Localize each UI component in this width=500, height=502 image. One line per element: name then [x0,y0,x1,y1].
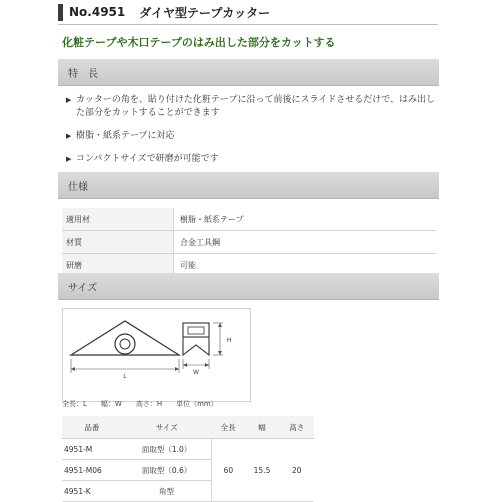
list-item [66,130,438,143]
spec-table [62,208,436,277]
title-bar [0,0,500,24]
cutter-diagram [62,308,251,402]
col-header: 高さ [279,416,314,439]
unit-mm: 単位（mm） [176,400,218,408]
section-size [58,273,439,300]
title-divider [58,24,438,25]
item-size: 面取型（0.6） [122,460,212,481]
dim-label-w: W [193,370,199,376]
shared-length: 60 [212,439,245,502]
title-accent [58,4,63,21]
section-features-label: 特 長 [68,68,98,80]
col-header: 幅 [245,416,280,439]
table-row [62,231,436,254]
item-size: 面取型（1.0） [122,439,212,460]
spec-key: 材質 [62,231,174,254]
units-legend [62,399,218,409]
product-name: ダイヤ型テープカッター [139,5,271,20]
cutter-drawing-icon [63,309,250,401]
list-item [66,94,438,120]
col-header: 品番 [62,416,122,439]
table-row [62,208,436,231]
shared-height: 20 [279,439,314,502]
section-size-label: サイズ [68,282,98,294]
item-size: 角型 [122,481,212,502]
bullet-triangle-icon: ▶ [66,155,72,163]
dim-label-l: L [123,374,127,380]
section-features [58,59,439,86]
section-spec [58,172,439,199]
feature-text: カッターの角を、貼り付けた化粧テープに沿って前後にスライドさせるだけで、はみ出した部分をカットすることができます [76,95,436,118]
item-code: 4951-M [62,439,122,460]
col-header: サイズ [122,416,212,439]
size-table [62,416,314,502]
unit-width: 幅：W [100,400,122,408]
unit-length: 全長：L [62,400,87,408]
feature-text: コンパクトサイズで研磨が可能です [76,154,219,164]
item-code: 4951-M06 [62,460,122,481]
spec-value: 樹脂・紙系テープ [174,208,437,231]
bullet-triangle-icon: ▶ [66,132,72,140]
product-code: No.4951 [69,5,126,19]
feature-list [66,94,438,176]
section-spec-label: 仕様 [68,181,88,193]
item-code: 4951-K [62,481,122,502]
spec-value: 合金工具鋼 [174,231,437,254]
bullet-triangle-icon: ▶ [66,96,72,104]
shared-width: 15.5 [245,439,280,502]
table-header-row [62,416,314,439]
spec-value: 可能 [174,254,437,277]
table-row [62,439,314,460]
list-item [66,153,438,166]
spec-key: 適用材 [62,208,174,231]
unit-height: 高さ：H [135,400,163,408]
feature-text: 樹脂・紙系テープに対応 [76,131,175,141]
product-tagline: 化粧テープや木口テープのはみ出した部分をカットする [62,36,336,49]
col-header: 全長 [212,416,245,439]
dim-label-h: H [227,338,232,344]
spec-key: 研磨 [62,254,174,277]
